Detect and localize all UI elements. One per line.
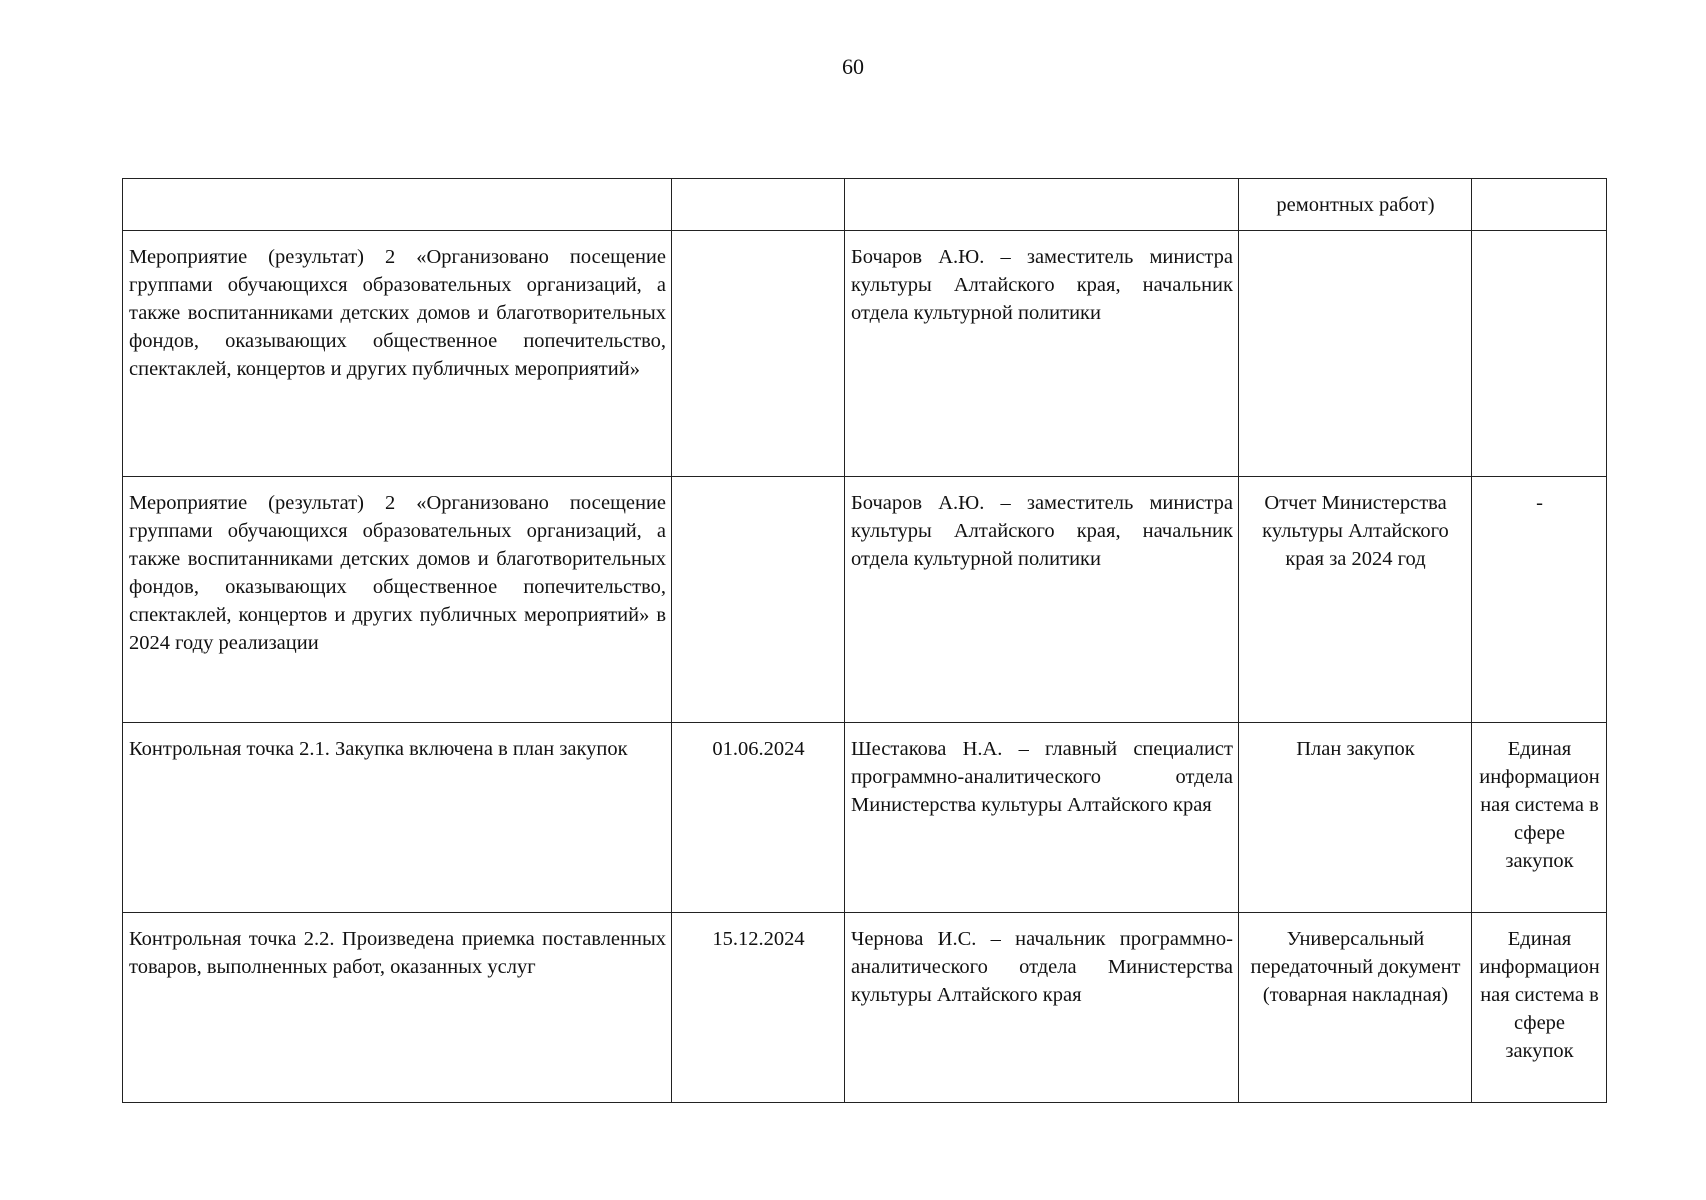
- table-cell: Отчет Министерства культуры Алтайского края за 2024 год: [1239, 477, 1472, 723]
- table-cell: Контрольная точка 2.1. Закупка включена в план закупок: [123, 723, 672, 913]
- table-cell: Единая информационная система в сфере закупок: [1472, 913, 1607, 1103]
- table-cell: 01.06.2024: [672, 723, 845, 913]
- table-cell: Контрольная точка 2.2. Произведена приемка поставленных товаров, выполненных работ, оказанных услуг: [123, 913, 672, 1103]
- table-cell: -: [1472, 477, 1607, 723]
- table-cell: [845, 179, 1239, 231]
- table-row: [123, 179, 1607, 231]
- table-cell: [672, 231, 845, 477]
- table-row: [123, 477, 1607, 723]
- table-cell: [1239, 231, 1472, 477]
- table-cell: Мероприятие (результат) 2 «Организовано посещение группами обучающихся образовательных организаций, а также воспитанниками детских домов и благотворительных фондов, оказывающих общественное попечительство, спектаклей, концертов и других публичных мероприятий» в 2024 году реализации: [123, 477, 672, 723]
- table-cell: [672, 179, 845, 231]
- table-cell: Мероприятие (результат) 2 «Организовано посещение группами обучающихся образовательных организаций, а также воспитанниками детских домов и благотворительных фондов, оказывающих общественное попечительство, спектаклей, концертов и других публичных мероприятий»: [123, 231, 672, 477]
- table-cell: План закупок: [1239, 723, 1472, 913]
- table-cell: Бочаров А.Ю. – заместитель министра культуры Алтайского края, начальник отдела культурной политики: [845, 477, 1239, 723]
- table-cell: Бочаров А.Ю. – заместитель министра культуры Алтайского края, начальник отдела культурной политики: [845, 231, 1239, 477]
- table-cell: [672, 477, 845, 723]
- table-cell: 15.12.2024: [672, 913, 845, 1103]
- table-row: [123, 231, 1607, 477]
- table-cell: [1472, 179, 1607, 231]
- table-cell: Единая информационная система в сфере закупок: [1472, 723, 1607, 913]
- table-row: [123, 723, 1607, 913]
- table-cell: Чернова И.С. – начальник программно-аналитического отдела Министерства культуры Алтайского края: [845, 913, 1239, 1103]
- table-cell: [123, 179, 672, 231]
- table-row: [123, 913, 1607, 1103]
- table-cell: ремонтных работ): [1239, 179, 1472, 231]
- plan-table: [122, 178, 1607, 1103]
- page-number: 60: [842, 54, 864, 79]
- table-cell: Универсальный передаточный документ (товарная накладная): [1239, 913, 1472, 1103]
- table-cell: Шестакова Н.А. – главный специалист программно-аналитического отдела Министерства культуры Алтайского края: [845, 723, 1239, 913]
- table-cell: [1472, 231, 1607, 477]
